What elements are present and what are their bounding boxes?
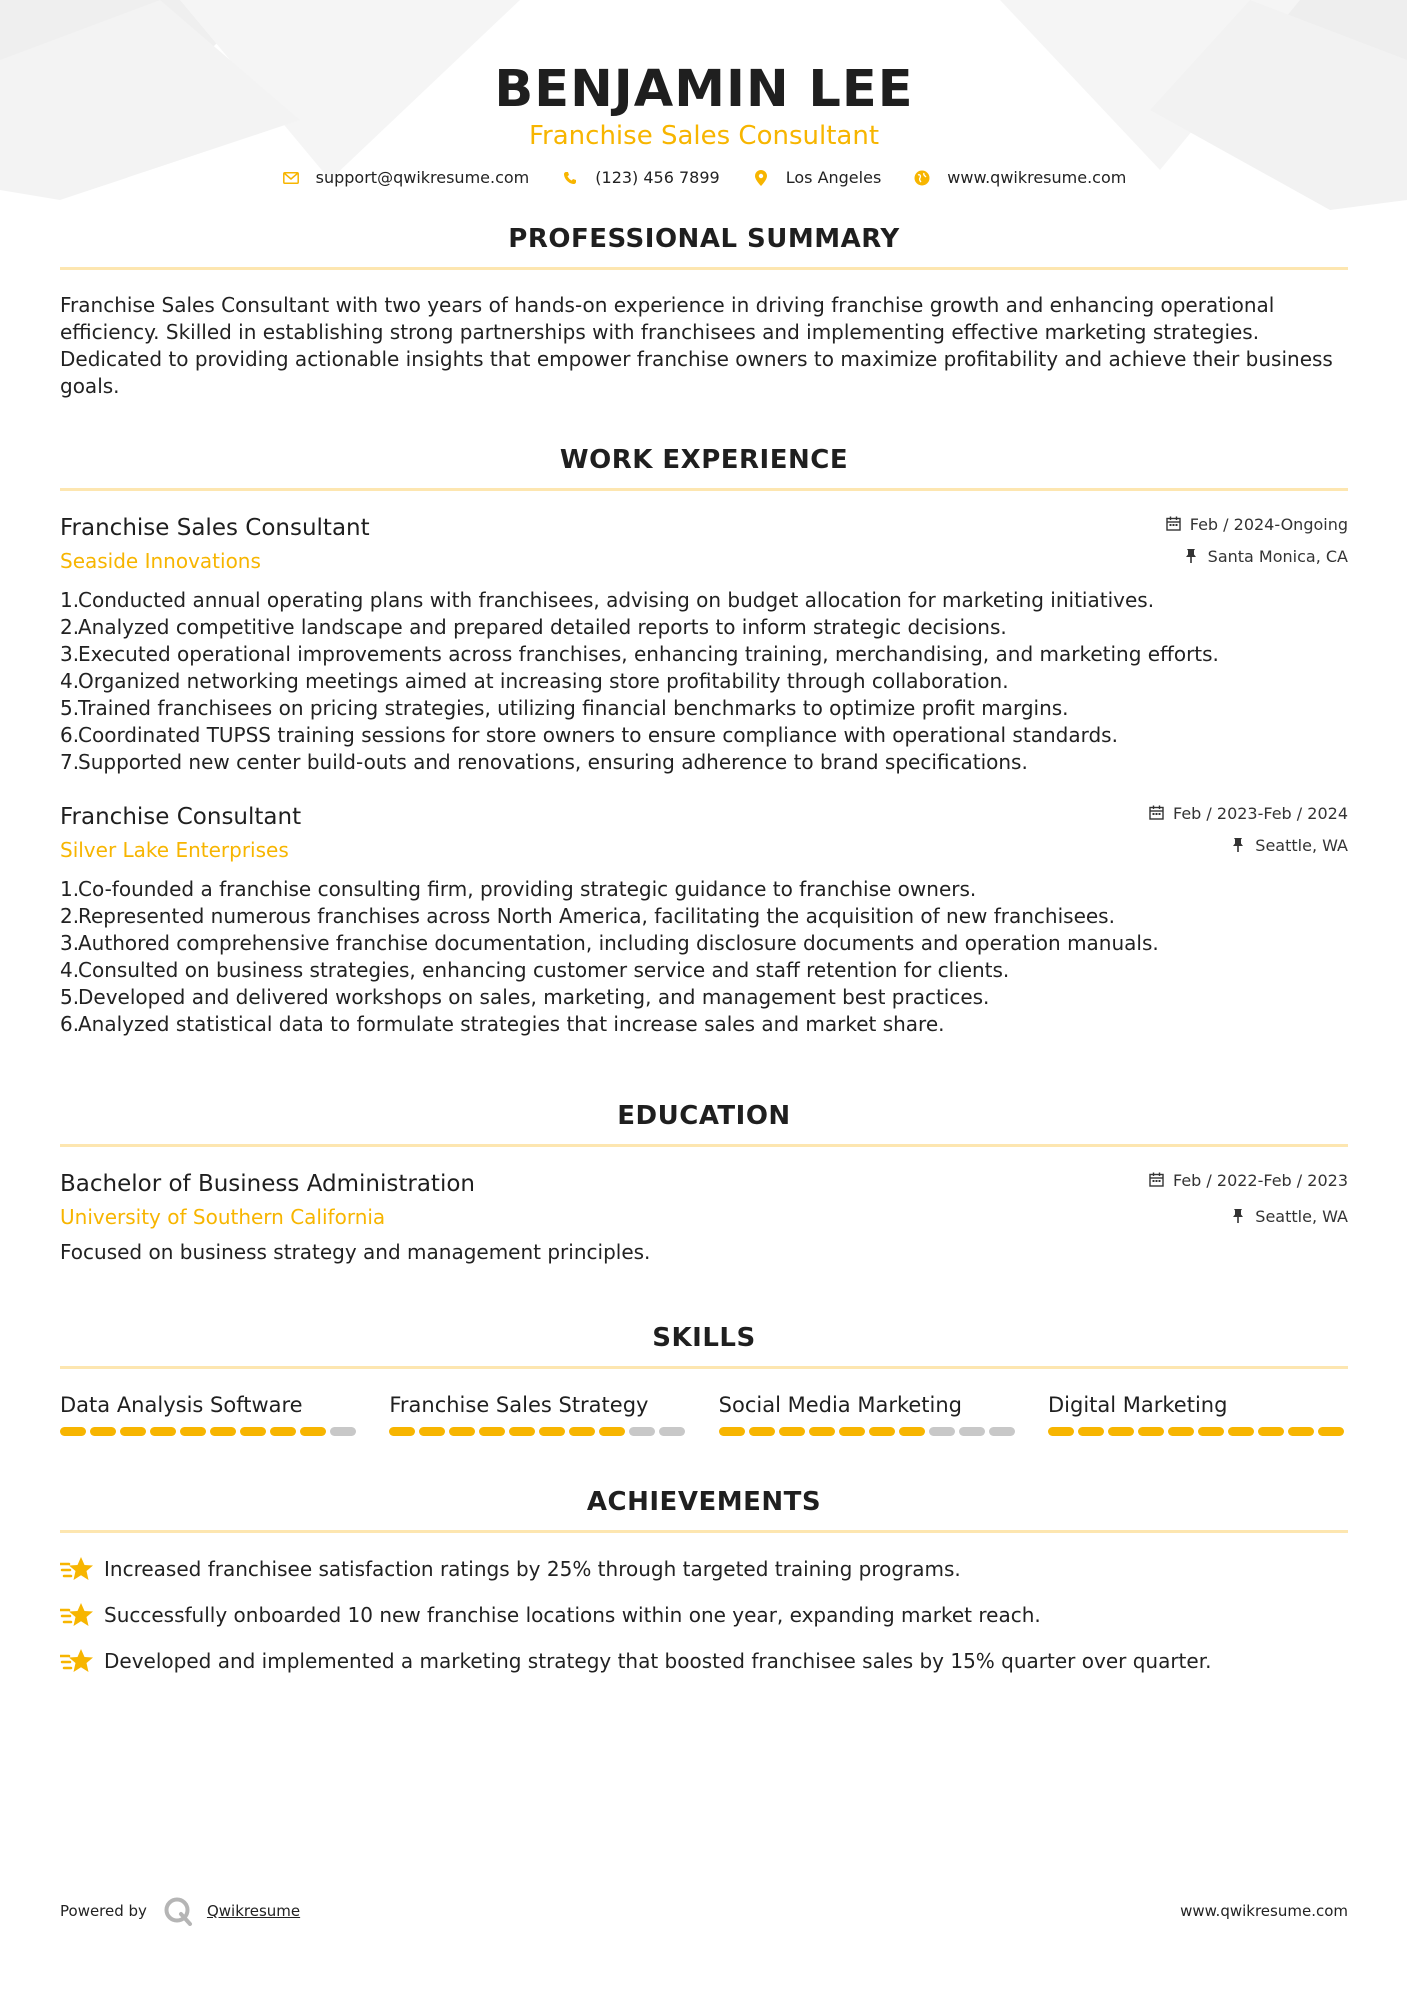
skill-item bbox=[60, 1391, 360, 1436]
list-item: 3. Authored comprehensive franchise documentation, including disclosure documents and operation manuals. bbox=[60, 931, 1159, 955]
section-divider bbox=[60, 1366, 1348, 1369]
list-item: 3. Executed operational improvements across franchises, enhancing training, merchandising, and marketing efforts. bbox=[60, 642, 1219, 666]
skill-name: Social Media Marketing bbox=[718, 1393, 963, 1417]
contact-website[interactable] bbox=[913, 168, 1126, 187]
job-entry bbox=[60, 802, 1348, 1038]
education-description: Focused on business strategy and management principles. bbox=[60, 1240, 651, 1264]
education-location: Seattle, WA bbox=[1255, 1206, 1348, 1226]
achievement-item bbox=[60, 1555, 1348, 1583]
list-item: 5. Trained franchisees on pricing strategies, utilizing financial benchmarks to optimize profit margins. bbox=[60, 696, 1069, 720]
rating-dot-empty bbox=[629, 1427, 655, 1436]
rating-dot-filled bbox=[809, 1427, 835, 1436]
candidate-name: BENJAMIN LEE bbox=[494, 60, 914, 119]
globe-icon bbox=[913, 169, 931, 187]
summary-section bbox=[60, 223, 1348, 400]
star-icon bbox=[60, 1555, 94, 1583]
job-entry bbox=[60, 513, 1348, 776]
education-dates: Feb / 2022-Feb / 2023 bbox=[1173, 1170, 1348, 1190]
pushpin-icon bbox=[1184, 548, 1200, 564]
location-text: Los Angeles bbox=[785, 168, 882, 187]
rating-dot-filled bbox=[719, 1427, 745, 1436]
job-bullets bbox=[60, 587, 1348, 776]
contact-phone[interactable] bbox=[561, 168, 719, 187]
skills-section bbox=[60, 1322, 1348, 1436]
skill-item bbox=[719, 1391, 1019, 1436]
skill-rating bbox=[389, 1427, 689, 1436]
rating-dot-filled bbox=[1288, 1427, 1314, 1436]
list-item: 4. Consulted on business strategies, enhancing customer service and staff retention for clients. bbox=[60, 958, 1010, 982]
contact-bar bbox=[60, 168, 1348, 187]
education-section bbox=[60, 1100, 1348, 1266]
list-item: 4. Organized networking meetings aimed at increasing store profitability through collaboration. bbox=[60, 669, 1009, 693]
rating-dot-filled bbox=[599, 1427, 625, 1436]
rating-dot-filled bbox=[419, 1427, 445, 1436]
achievements-section bbox=[60, 1486, 1348, 1675]
skills-list bbox=[60, 1391, 1348, 1436]
rating-dot-filled bbox=[270, 1427, 296, 1436]
section-divider bbox=[60, 1530, 1348, 1533]
job-dates: Feb / 2024-Ongoing bbox=[1189, 514, 1348, 534]
candidate-title: Franchise Sales Consultant bbox=[528, 121, 880, 151]
powered-by-label: Powered by bbox=[60, 1902, 147, 1920]
resume-page bbox=[60, 0, 1348, 1675]
list-item: 5. Developed and delivered workshops on sales, marketing, and management best practices. bbox=[60, 985, 990, 1009]
brand-link[interactable]: Qwikresume bbox=[206, 1902, 301, 1920]
rating-dot-filled bbox=[210, 1427, 236, 1436]
skill-rating bbox=[60, 1427, 360, 1436]
rating-dot-filled bbox=[749, 1427, 775, 1436]
skill-rating bbox=[1048, 1427, 1348, 1436]
resume-header bbox=[60, 0, 1348, 187]
rating-dot-filled bbox=[1108, 1427, 1134, 1436]
rating-dot-filled bbox=[240, 1427, 266, 1436]
rating-dot-filled bbox=[150, 1427, 176, 1436]
education-entry bbox=[60, 1169, 1348, 1266]
skill-item bbox=[389, 1391, 689, 1436]
achievements-list bbox=[60, 1555, 1348, 1675]
section-title-education: EDUCATION bbox=[617, 1101, 791, 1131]
list-item: 2. Represented numerous franchises across North America, facilitating the acquisition of new franchisees. bbox=[60, 904, 1115, 928]
rating-dot-filled bbox=[90, 1427, 116, 1436]
rating-dot-filled bbox=[479, 1427, 505, 1436]
list-item: 6. Analyzed statistical data to formulate strategies that increase sales and market share. bbox=[60, 1012, 945, 1036]
star-icon bbox=[60, 1601, 94, 1629]
rating-dot-filled bbox=[899, 1427, 925, 1436]
website-text: www.qwikresume.com bbox=[947, 168, 1127, 187]
contact-email[interactable] bbox=[282, 168, 530, 187]
calendar-icon bbox=[1166, 516, 1182, 532]
rating-dot-filled bbox=[389, 1427, 415, 1436]
rating-dot-filled bbox=[1138, 1427, 1164, 1436]
rating-dot-empty bbox=[989, 1427, 1015, 1436]
section-title-experience: WORK EXPERIENCE bbox=[559, 445, 849, 475]
job-bullets bbox=[60, 876, 1348, 1038]
rating-dot-empty bbox=[959, 1427, 985, 1436]
star-icon bbox=[60, 1647, 94, 1675]
rating-dot-filled bbox=[779, 1427, 805, 1436]
rating-dot-filled bbox=[1258, 1427, 1284, 1436]
job-title: Franchise Sales Consultant bbox=[60, 515, 370, 541]
skill-name: Digital Marketing bbox=[1047, 1393, 1228, 1417]
section-title-achievements: ACHIEVEMENTS bbox=[586, 1487, 822, 1517]
degree-title: Bachelor of Business Administration bbox=[60, 1171, 475, 1197]
company-name: Silver Lake Enterprises bbox=[60, 838, 289, 862]
contact-location bbox=[752, 168, 882, 187]
page-footer bbox=[60, 1896, 1348, 1926]
experience-section bbox=[60, 444, 1348, 1038]
section-title-skills: SKILLS bbox=[652, 1323, 756, 1353]
phone-text: (123) 456 7899 bbox=[595, 168, 720, 187]
achievement-item bbox=[60, 1647, 1348, 1675]
rating-dot-filled bbox=[1048, 1427, 1074, 1436]
rating-dot-filled bbox=[509, 1427, 535, 1436]
list-item: 7. Supported new center build-outs and renovations, ensuring adherence to brand specifications. bbox=[60, 750, 1028, 774]
list-item: 1. Conducted annual operating plans with franchisees, advising on budget allocation for marketing initiatives. bbox=[60, 588, 1155, 612]
section-divider bbox=[60, 267, 1348, 270]
rating-dot-filled bbox=[569, 1427, 595, 1436]
rating-dot-filled bbox=[1198, 1427, 1224, 1436]
email-text: support@qwikresume.com bbox=[315, 168, 530, 187]
rating-dot-filled bbox=[539, 1427, 565, 1436]
rating-dot-empty bbox=[929, 1427, 955, 1436]
envelope-icon bbox=[282, 169, 300, 187]
section-divider bbox=[60, 488, 1348, 491]
achievement-item bbox=[60, 1601, 1348, 1629]
achievement-text: Successfully onboarded 10 new franchise locations within one year, expanding market reach. bbox=[104, 1602, 1041, 1627]
rating-dot-filled bbox=[869, 1427, 895, 1436]
section-divider bbox=[60, 1144, 1348, 1147]
map-pin-icon bbox=[752, 169, 770, 187]
calendar-icon bbox=[1149, 805, 1165, 821]
skill-name: Franchise Sales Strategy bbox=[389, 1393, 649, 1417]
rating-dot-filled bbox=[449, 1427, 475, 1436]
rating-dot-filled bbox=[1078, 1427, 1104, 1436]
rating-dot-filled bbox=[1168, 1427, 1194, 1436]
school-name: University of Southern California bbox=[60, 1205, 386, 1229]
achievement-text: Increased franchisee satisfaction ratings by 25% through targeted training programs. bbox=[104, 1556, 961, 1581]
calendar-icon bbox=[1149, 1172, 1165, 1188]
rating-dot-filled bbox=[180, 1427, 206, 1436]
skill-name: Data Analysis Software bbox=[60, 1393, 303, 1417]
rating-dot-empty bbox=[330, 1427, 356, 1436]
rating-dot-filled bbox=[300, 1427, 326, 1436]
job-location: Santa Monica, CA bbox=[1207, 546, 1348, 566]
qwikresume-logo-icon bbox=[163, 1896, 193, 1926]
rating-dot-filled bbox=[60, 1427, 86, 1436]
rating-dot-filled bbox=[1228, 1427, 1254, 1436]
skill-rating bbox=[719, 1427, 1019, 1436]
list-item: 2. Analyzed competitive landscape and prepared detailed reports to inform strategic decisions. bbox=[60, 615, 1007, 639]
company-name: Seaside Innovations bbox=[60, 549, 261, 573]
section-title-summary: PROFESSIONAL SUMMARY bbox=[508, 224, 900, 254]
skill-item bbox=[1048, 1391, 1348, 1436]
rating-dot-empty bbox=[659, 1427, 685, 1436]
achievement-text: Developed and implemented a marketing strategy that boosted franchisee sales by 15% quarter over quarter. bbox=[104, 1648, 1212, 1673]
list-item: 6. Coordinated TUPSS training sessions for store owners to ensure compliance with operational standards. bbox=[60, 723, 1118, 747]
footer-website[interactable]: www.qwikresume.com bbox=[1180, 1902, 1348, 1920]
rating-dot-filled bbox=[839, 1427, 865, 1436]
job-location: Seattle, WA bbox=[1255, 835, 1348, 855]
rating-dot-filled bbox=[1318, 1427, 1344, 1436]
job-dates: Feb / 2023-Feb / 2024 bbox=[1173, 803, 1348, 823]
job-title: Franchise Consultant bbox=[60, 804, 302, 830]
rating-dot-filled bbox=[120, 1427, 146, 1436]
pushpin-icon bbox=[1231, 837, 1247, 853]
list-item: 1. Co-founded a franchise consulting firm, providing strategic guidance to franchise owners. bbox=[60, 877, 977, 901]
phone-icon bbox=[561, 169, 579, 187]
summary-text: Franchise Sales Consultant with two years of hands-on experience in driving franchise growth and enhancing operational efficiency. Skilled in establishing strong partnerships with franchisees and implementing effective marketing strategies. Dedicated to providing actionable insights that empower franchise owners to maximize profitability and achieve their business goals. bbox=[60, 293, 1333, 398]
pushpin-icon bbox=[1231, 1208, 1247, 1224]
